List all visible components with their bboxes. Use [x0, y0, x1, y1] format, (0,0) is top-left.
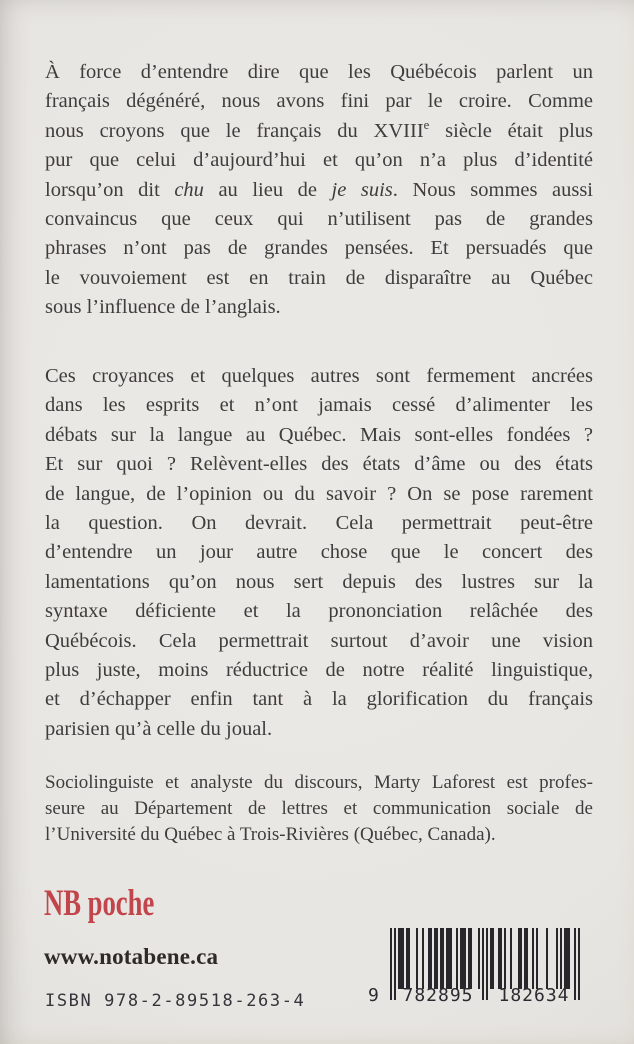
text-line: À force d’entendre dire que les Québécois parlent un [45, 61, 593, 83]
barcode-digit-group: 782895 [402, 985, 474, 1006]
text-line: et d’échapper enfin tant à la glorification du français [45, 688, 593, 711]
text-line: débats sur la langue au Québec. Mais sont-elles fondées ? [45, 423, 593, 446]
barcode-digit-group: 182634 [498, 985, 570, 1006]
barcode [368, 928, 582, 1016]
text-line: Sociolinguiste et analyste du discours, Marty Laforest est profes- [45, 772, 593, 793]
text-line: nous croyons que le français du XVIIIe siècle était plus [45, 117, 593, 142]
text-line: français dégénéré, nous avons fini par le croire. Comme [45, 90, 593, 113]
text-line: pur que celui d’aujourd’hui et qu’on n’a plus d’identité [45, 149, 593, 172]
text-line: Et sur quoi ? Relèvent-elles des états d’âme ou des états [45, 453, 593, 476]
text-line: l’Université du Québec à Trois-Rivières (Québec, Canada). [45, 824, 496, 846]
text-line: la question. On devrait. Cela permettrait peut-être [45, 512, 593, 535]
text-line: d’entendre un jour autre chose que le concert des [45, 541, 593, 564]
text-line: lorsqu’on dit chu au lieu de je suis. Nous sommes aussi [45, 178, 594, 201]
text-line: plus juste, moins réductrice de notre réalité linguistique, [45, 659, 593, 682]
text-line: phrases n’ont pas de grandes pensées. Et persuadés que [45, 237, 593, 260]
barcode-digits [368, 985, 582, 1006]
publisher-imprint-logo [44, 882, 197, 925]
text-line: seure au Département de lettres et communication sociale de [45, 798, 593, 820]
text-line: de langue, de l’opinion ou du savoir ? On se pose rarement [45, 482, 593, 505]
text-line: syntaxe déficiente et la prononciation relâchée des [45, 600, 593, 623]
text-line: le vouvoiement est en train de disparaître au Québec [45, 266, 593, 289]
synopsis-paragraph-2 [45, 362, 593, 744]
text-line: lamentations qu’on nous sert depuis des lustres sur la [45, 570, 593, 593]
text-line: parisien qu’à celle du joual. [45, 717, 273, 740]
barcode-digit-group: 9 [368, 985, 379, 1006]
publisher-website: www.notabene.ca [44, 944, 219, 969]
text-line: convaincus que ceux qui n’utilisent pas de grandes [45, 208, 593, 231]
text-line: Québécois. Cela permettrait surtout d’avoir une vision [45, 629, 593, 652]
text-line: sous l’influence de l’anglais. [45, 296, 281, 319]
text-line: Ces croyances et quelques autres sont fermement ancrées [45, 365, 593, 387]
text-line: dans les esprits et n’ont jamais cessé d’alimenter les [45, 394, 593, 417]
author-bio [45, 770, 593, 849]
publisher-imprint-text: NB poche [44, 883, 155, 924]
isbn-label: ISBN 978-2-89518-263-4 [45, 991, 306, 1011]
synopsis-paragraph-1 [45, 58, 593, 323]
